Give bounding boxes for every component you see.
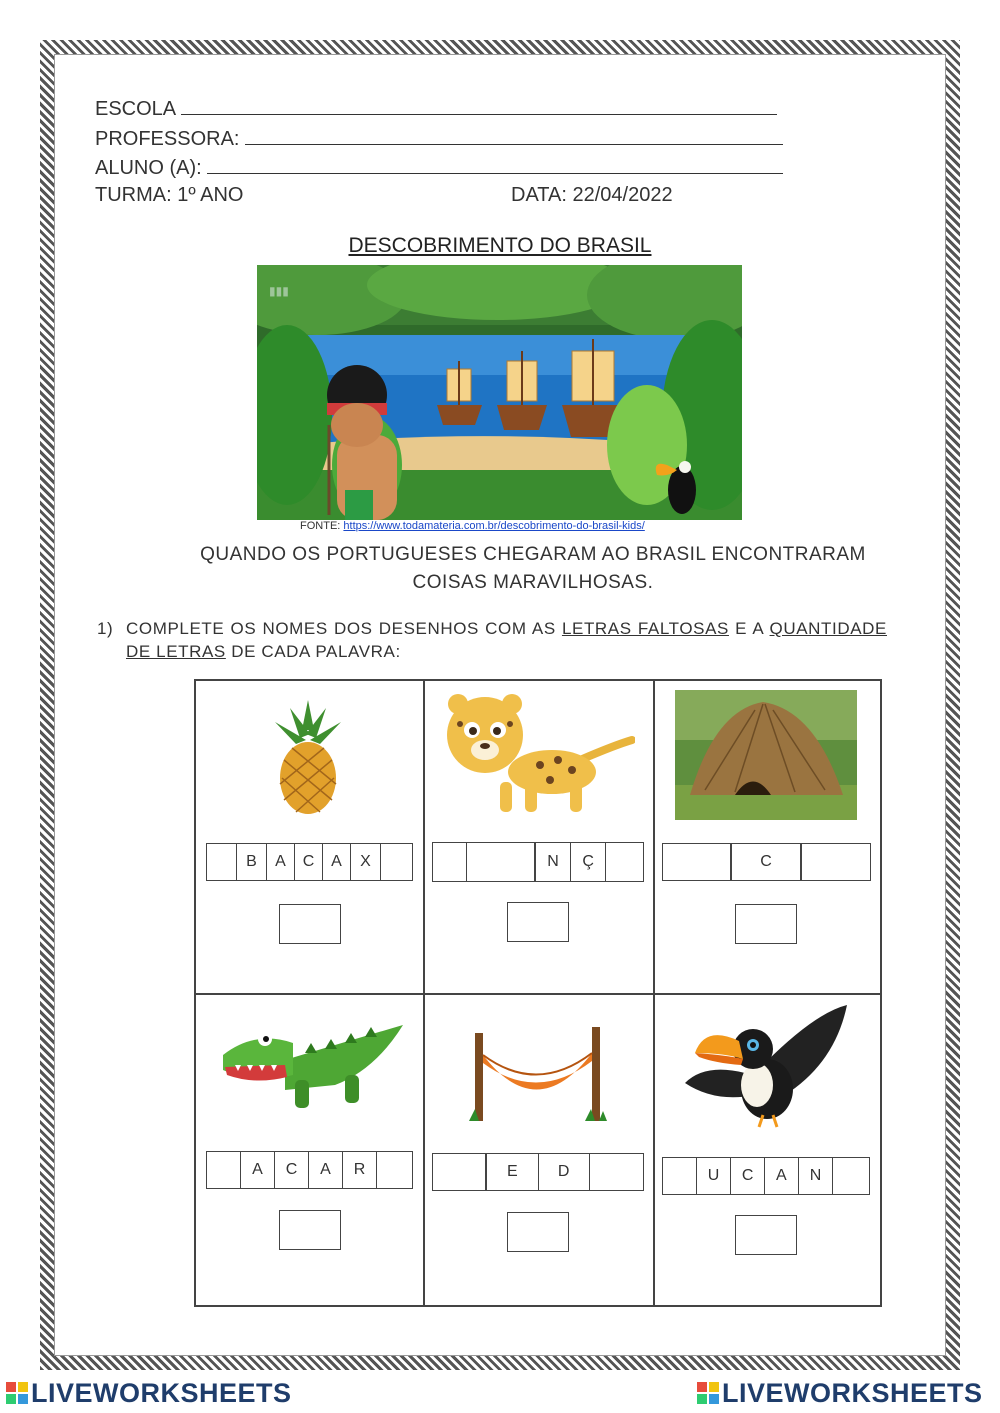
date-field: DATA: 22/04/2022: [511, 184, 673, 206]
student-blank[interactable]: [207, 155, 783, 174]
image-source: [300, 520, 645, 532]
school-label: ESCOLA: [95, 98, 176, 120]
letter-box[interactable]: [381, 844, 412, 880]
letter-box[interactable]: U: [697, 1158, 732, 1194]
teacher-blank[interactable]: [245, 126, 783, 145]
intro-line-2: COISAS MARAVILHOSAS.: [412, 572, 654, 593]
letter-box[interactable]: [802, 844, 870, 880]
intro-text: [100, 541, 966, 597]
letter-box[interactable]: [433, 843, 467, 881]
letter-count-box-hut[interactable]: [735, 904, 797, 944]
letter-box[interactable]: [663, 1158, 697, 1194]
letter-count-box-pineapple[interactable]: [279, 904, 341, 944]
alligator-picture: [215, 1015, 405, 1115]
word-boxes-jaguar: [432, 842, 644, 882]
letter-box[interactable]: [590, 1154, 643, 1190]
jaguar-picture: [440, 690, 635, 818]
question-1: [97, 617, 887, 663]
letter-box[interactable]: [467, 843, 535, 881]
question-number: 1): [97, 619, 114, 638]
teacher-field: [95, 126, 783, 151]
letter-box[interactable]: [207, 1152, 241, 1188]
letter-box[interactable]: [433, 1154, 486, 1190]
letter-count-box-hammock[interactable]: [507, 1212, 569, 1252]
letter-box[interactable]: D: [539, 1154, 590, 1190]
letter-box[interactable]: E: [487, 1154, 538, 1190]
student-label: ALUNO (A):: [95, 157, 202, 179]
discovery-illustration: [257, 265, 742, 520]
letter-box[interactable]: N: [799, 1158, 834, 1194]
letter-count-box-alligator[interactable]: [279, 1210, 341, 1250]
svg-text:▮▮▮: ▮▮▮: [269, 284, 289, 298]
letter-box[interactable]: [207, 844, 237, 880]
intro-line-1: QUANDO OS PORTUGUESES CHEGARAM AO BRASIL ENCONTRARAM: [200, 544, 866, 565]
word-boxes-hut: [662, 843, 871, 881]
word-boxes-toucan: [662, 1157, 870, 1195]
source-label: FONTE:: [300, 520, 341, 532]
letter-box[interactable]: A: [267, 844, 295, 880]
letter-box[interactable]: X: [351, 844, 381, 880]
liveworksheets-logo-left: [6, 1378, 292, 1409]
letter-box[interactable]: C: [295, 844, 323, 880]
word-boxes-pineapple: [206, 843, 413, 881]
liveworksheets-logo-right: [697, 1378, 983, 1409]
liveworksheets-icon: [6, 1382, 28, 1404]
brand-text: LIVEWORKSHEETS: [31, 1378, 292, 1408]
school-blank[interactable]: [181, 96, 777, 115]
letter-box[interactable]: Ç: [571, 843, 606, 881]
letter-box[interactable]: [833, 1158, 869, 1194]
letter-box[interactable]: [377, 1152, 411, 1188]
page-title: DESCOBRIMENTO DO BRASIL: [348, 234, 652, 257]
word-boxes-alligator: [206, 1151, 413, 1189]
letter-box[interactable]: A: [241, 1152, 275, 1188]
class-field: TURMA: 1º ANO: [95, 184, 244, 206]
letter-count-box-toucan[interactable]: [735, 1215, 797, 1255]
student-field: [95, 155, 783, 180]
letter-box[interactable]: [663, 844, 731, 880]
question-text: COMPLETE OS NOMES DOS DESENHOS COM AS LETRAS FALTOSAS E A QUANTIDADE DE LETRAS DE CADA PALAVRA:: [126, 619, 887, 661]
school-field: [95, 96, 777, 121]
letter-box[interactable]: A: [765, 1158, 799, 1194]
teacher-label: PROFESSORA:: [95, 128, 240, 150]
pineapple-picture: [270, 700, 346, 815]
letter-box[interactable]: C: [275, 1152, 309, 1188]
hammock-picture: [465, 1025, 610, 1130]
letter-box-split: [467, 843, 536, 881]
toucan-picture: [685, 1003, 850, 1131]
letter-box[interactable]: N: [536, 843, 571, 881]
liveworksheets-icon: [697, 1382, 719, 1404]
word-boxes-hammock: [432, 1153, 644, 1191]
letter-box[interactable]: C: [731, 1158, 765, 1194]
letter-box[interactable]: B: [237, 844, 267, 880]
letter-box[interactable]: A: [309, 1152, 343, 1188]
letter-count-box-jaguar[interactable]: [507, 902, 569, 942]
letter-box[interactable]: C: [732, 844, 802, 880]
letter-box[interactable]: [606, 843, 643, 881]
hut-picture: [675, 690, 857, 820]
brand-text: LIVEWORKSHEETS: [722, 1378, 983, 1408]
letter-box[interactable]: R: [343, 1152, 377, 1188]
source-link[interactable]: https://www.todamateria.com.br/descobrimento-do-brasil-kids/: [343, 520, 645, 532]
letter-box[interactable]: A: [323, 844, 351, 880]
